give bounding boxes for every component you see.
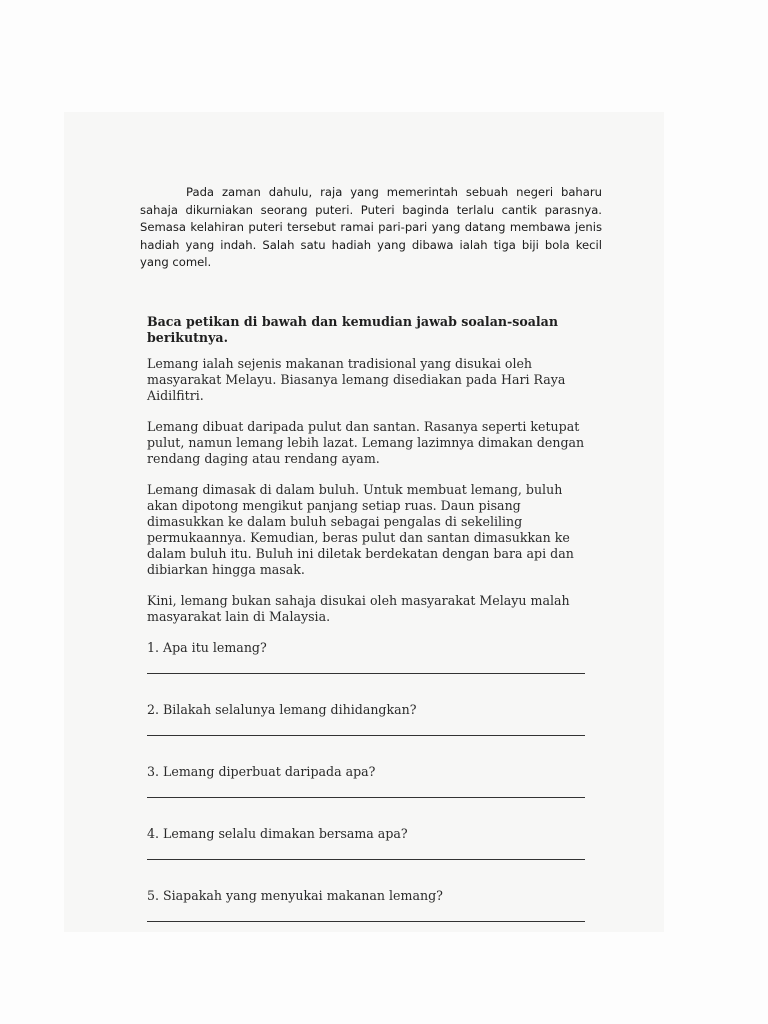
answer-line-4[interactable] <box>147 859 585 860</box>
question-3: 3. Lemang diperbuat daripada apa? <box>147 764 376 779</box>
answer-line-3[interactable] <box>147 797 585 798</box>
passage-paragraph: Lemang dimasak di dalam buluh. Untuk membuat lemang, buluh akan dipotong mengikut panjang setiap ruas. Daun pisang dimasukkan ke dalam buluh sebagai pengalas di sekeliling permukaannya. Kemudian, beras pulut dan santan dimasukkan ke dalam buluh itu. Buluh ini diletak berdekatan dengan bara api dan dibiarkan hingga masak. <box>147 482 574 577</box>
worksheet-content <box>147 314 589 950</box>
question-2: 2. Bilakah selalunya lemang dihidangkan? <box>147 702 417 717</box>
answer-line-5[interactable] <box>147 921 585 922</box>
question-5: 5. Siapakah yang menyukai makanan lemang? <box>147 888 443 903</box>
answer-line-2[interactable] <box>147 735 585 736</box>
passage-paragraph: Lemang dibuat daripada pulut dan santan. Rasanya seperti ketupat pulut, namun lemang lebih lazat. Lemang lazimnya dimakan dengan rendang daging atau rendang ayam. <box>147 419 585 466</box>
passage-paragraph: Lemang ialah sejenis makanan tradisional yang disukai oleh masyarakat Melayu. Biasanya lemang disediakan pada Hari Raya Aidilfitri. <box>147 356 566 403</box>
question-4: 4. Lemang selalu dimakan bersama apa? <box>147 826 408 841</box>
instruction-heading: Baca petikan di bawah dan kemudian jawab soalan-soalan berikutnya. <box>147 314 559 345</box>
top-story-passage: Pada zaman dahulu, raja yang memerintah sebuah negeri baharu sahaja dikurniakan seorang puteri. Puteri baginda terlalu cantik parasnya. Semasa kelahiran puteri tersebut ramai pari-pari yang datang membawa jenis hadiah yang indah. Salah satu hadiah yang dibawa ialah tiga biji bola kecil yang comel. <box>140 185 602 269</box>
answer-line-1[interactable] <box>147 673 585 674</box>
passage-paragraph: Kini, lemang bukan sahaja disukai oleh masyarakat Melayu malah masyarakat lain di Malaysia. <box>147 593 570 624</box>
question-1: 1. Apa itu lemang? <box>147 640 267 655</box>
